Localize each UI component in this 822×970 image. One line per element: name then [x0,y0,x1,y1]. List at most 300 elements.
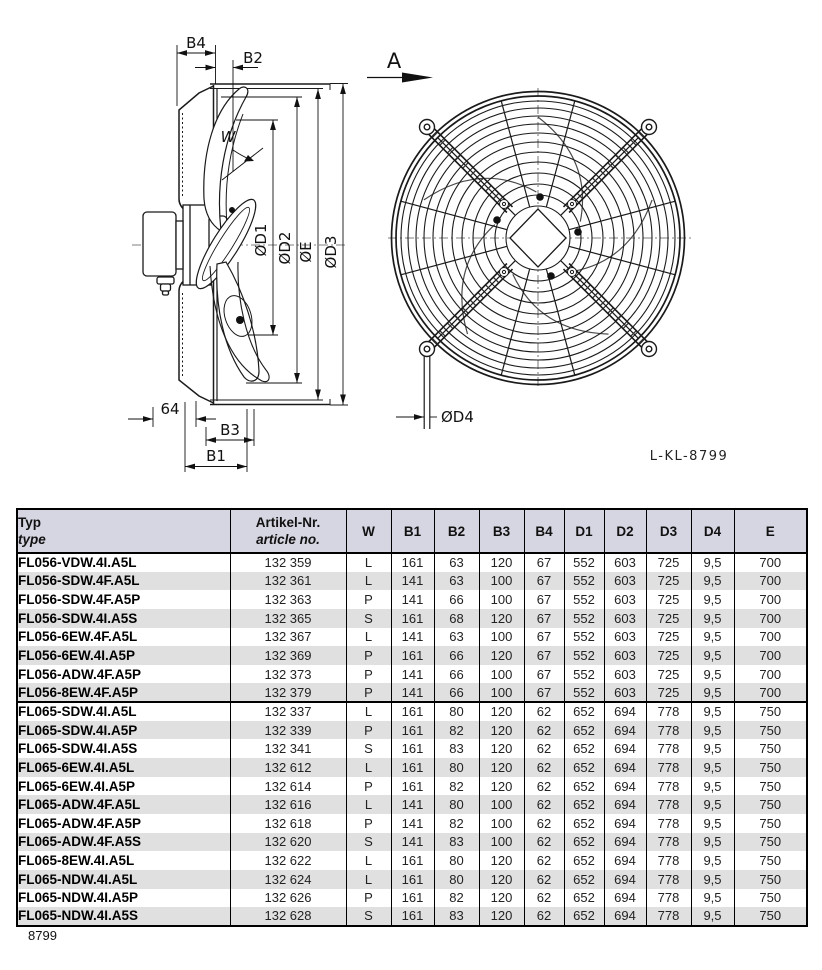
cell-w: S [346,739,391,758]
side-view [132,84,348,406]
cell-d4: 9,5 [691,553,734,572]
cell-article-no: 132 339 [230,721,346,740]
cell-e: 700 [734,572,807,591]
view-arrow-label: A [386,49,402,73]
cell-b2: 82 [434,814,479,833]
cell-b2: 68 [434,609,479,628]
cell-article-no: 132 359 [230,553,346,572]
specifications-table [16,508,808,927]
cell-d2: 603 [604,590,646,609]
cell-w: S [346,907,391,926]
cell-b4: 62 [524,851,564,870]
cell-b2: 80 [434,795,479,814]
cell-w: L [346,628,391,647]
cell-b4: 62 [524,907,564,926]
cell-type: FL056-8EW.4F.A5P [17,683,230,702]
cell-w: P [346,889,391,908]
column-header-b3: B3 [479,509,524,553]
cell-article-no: 132 624 [230,870,346,889]
cell-b1: 161 [391,721,434,740]
cell-d3: 778 [646,721,691,740]
cell-e: 750 [734,851,807,870]
table-row [17,572,807,591]
cell-b4: 67 [524,609,564,628]
cell-d1: 552 [564,609,604,628]
cell-w: P [346,814,391,833]
cell-e: 750 [734,795,807,814]
column-header-d2: D2 [604,509,646,553]
table-row [17,665,807,684]
cell-d1: 552 [564,646,604,665]
cell-article-no: 132 361 [230,572,346,591]
cell-b1: 161 [391,702,434,721]
cell-type: FL065-ADW.4F.A5L [17,795,230,814]
cell-d2: 694 [604,889,646,908]
cell-e: 750 [734,777,807,796]
cell-e: 700 [734,665,807,684]
cell-b2: 80 [434,758,479,777]
cell-d4: 9,5 [691,795,734,814]
cell-w: L [346,870,391,889]
cell-b3: 120 [479,758,524,777]
cell-type: FL056-6EW.4F.A5L [17,628,230,647]
cell-type: FL056-SDW.4F.A5L [17,572,230,591]
cell-d4: 9,5 [691,665,734,684]
cell-e: 750 [734,739,807,758]
cell-b3: 120 [479,609,524,628]
cell-b4: 67 [524,572,564,591]
cell-d3: 778 [646,889,691,908]
cell-article-no: 132 373 [230,665,346,684]
cell-d2: 603 [604,628,646,647]
cell-type: FL065-ADW.4F.A5S [17,833,230,852]
cell-d1: 652 [564,739,604,758]
cell-b3: 100 [479,795,524,814]
cell-b1: 141 [391,795,434,814]
cell-d2: 694 [604,739,646,758]
cell-d1: 652 [564,777,604,796]
cell-type: FL056-6EW.4I.A5P [17,646,230,665]
cell-b4: 62 [524,702,564,721]
cell-b3: 120 [479,777,524,796]
cell-b1: 161 [391,777,434,796]
cell-type: FL056-SDW.4F.A5P [17,590,230,609]
table-header [17,509,807,553]
cell-b1: 141 [391,665,434,684]
cell-w: L [346,702,391,721]
cell-b2: 66 [434,590,479,609]
cell-d1: 652 [564,851,604,870]
cell-e: 750 [734,814,807,833]
cell-b4: 67 [524,553,564,572]
cell-b1: 161 [391,646,434,665]
table-row [17,590,807,609]
column-header-type-en: type [18,532,46,547]
cell-type: FL065-6EW.4I.A5P [17,777,230,796]
cell-d2: 694 [604,851,646,870]
cell-b2: 63 [434,553,479,572]
cell-type: FL065-8EW.4I.A5L [17,851,230,870]
cell-article-no: 132 365 [230,609,346,628]
cell-e: 750 [734,758,807,777]
cell-article-no: 132 628 [230,907,346,926]
cell-d3: 725 [646,590,691,609]
cell-d3: 778 [646,777,691,796]
cell-article-no: 132 626 [230,889,346,908]
cell-d4: 9,5 [691,851,734,870]
cell-d3: 778 [646,851,691,870]
venturi-profile-bottom [179,275,214,403]
cell-article-no: 132 622 [230,851,346,870]
cell-d3: 778 [646,758,691,777]
cell-article-no: 132 367 [230,628,346,647]
cell-d4: 9,5 [691,739,734,758]
cell-d2: 694 [604,833,646,852]
cell-b4: 67 [524,628,564,647]
cell-e: 700 [734,683,807,702]
cell-b2: 80 [434,702,479,721]
cell-d1: 652 [564,721,604,740]
cell-e: 750 [734,833,807,852]
table-row [17,889,807,908]
column-header-d3: D3 [646,509,691,553]
cell-article-no: 132 616 [230,795,346,814]
dim-label-d2: ØD2 [276,231,294,265]
table-row [17,814,807,833]
cell-b2: 63 [434,572,479,591]
cell-b1: 141 [391,572,434,591]
cell-d4: 9,5 [691,870,734,889]
cell-b2: 80 [434,851,479,870]
cell-b2: 66 [434,646,479,665]
dim-e [297,89,318,400]
table-row [17,739,807,758]
dim-label-w: W [220,128,236,146]
cell-b3: 120 [479,553,524,572]
cell-d3: 725 [646,572,691,591]
table-row [17,609,807,628]
cell-d4: 9,5 [691,833,734,852]
cell-d3: 725 [646,646,691,665]
cell-type: FL056-SDW.4I.A5S [17,609,230,628]
cell-b4: 62 [524,833,564,852]
dim-label-64: 64 [160,400,180,418]
cell-type: FL065-NDW.4I.A5L [17,870,230,889]
cell-d3: 778 [646,702,691,721]
cell-d4: 9,5 [691,889,734,908]
cell-b1: 161 [391,907,434,926]
dim-label-b4: B4 [186,34,206,52]
cell-d1: 652 [564,795,604,814]
cell-d1: 552 [564,590,604,609]
cell-article-no: 132 620 [230,833,346,852]
cell-article-no: 132 341 [230,739,346,758]
cell-d4: 9,5 [691,702,734,721]
cell-b4: 62 [524,795,564,814]
cell-d1: 652 [564,889,604,908]
cell-b2: 66 [434,683,479,702]
cell-article-no: 132 612 [230,758,346,777]
column-header-article [230,509,346,553]
cell-e: 750 [734,721,807,740]
table-row [17,870,807,889]
cell-article-no: 132 363 [230,590,346,609]
cell-d2: 694 [604,795,646,814]
cell-b2: 80 [434,870,479,889]
cell-b4: 62 [524,889,564,908]
cell-b3: 100 [479,683,524,702]
cell-b1: 161 [391,553,434,572]
cell-article-no: 132 337 [230,702,346,721]
column-header-d4: D4 [691,509,734,553]
cell-b2: 83 [434,833,479,852]
column-header-type-de: Typ [18,515,41,530]
cell-d4: 9,5 [691,609,734,628]
cell-d4: 9,5 [691,907,734,926]
table-row [17,758,807,777]
cell-b3: 120 [479,870,524,889]
cell-b4: 67 [524,646,564,665]
cell-d3: 778 [646,870,691,889]
view-arrow-head [402,73,433,83]
cell-d2: 603 [604,665,646,684]
dim-label-d1: ØD1 [252,223,270,257]
cell-d2: 694 [604,870,646,889]
cell-d2: 694 [604,814,646,833]
cell-b3: 120 [479,889,524,908]
cell-b3: 100 [479,628,524,647]
cell-d3: 725 [646,683,691,702]
cell-d2: 603 [604,572,646,591]
cell-d1: 652 [564,814,604,833]
cell-type: FL065-SDW.4I.A5L [17,702,230,721]
cell-d1: 552 [564,665,604,684]
cell-d4: 9,5 [691,758,734,777]
cell-b3: 120 [479,646,524,665]
cell-type: FL065-ADW.4F.A5P [17,814,230,833]
table-row [17,702,807,721]
dim-label-b2: B2 [243,49,263,67]
cell-b4: 62 [524,758,564,777]
column-header-e: E [734,509,807,553]
cell-e: 700 [734,609,807,628]
cell-d1: 552 [564,683,604,702]
cell-b4: 62 [524,870,564,889]
column-header-w: W [346,509,391,553]
column-header-d1: D1 [564,509,604,553]
dim-d4 [396,408,474,426]
front-view [388,88,692,429]
cell-e: 750 [734,702,807,721]
cell-d4: 9,5 [691,721,734,740]
cell-d2: 603 [604,646,646,665]
cell-b1: 161 [391,758,434,777]
cell-w: P [346,683,391,702]
cell-e: 750 [734,889,807,908]
cell-b4: 62 [524,814,564,833]
cell-d3: 725 [646,665,691,684]
cell-d3: 725 [646,628,691,647]
page-footer-code: 8799 [28,928,57,943]
cell-type: FL065-NDW.4I.A5P [17,889,230,908]
cell-b1: 141 [391,833,434,852]
cell-e: 700 [734,553,807,572]
cell-b2: 63 [434,628,479,647]
cell-b4: 67 [524,683,564,702]
cell-d1: 552 [564,553,604,572]
cell-b1: 161 [391,739,434,758]
cell-d1: 652 [564,758,604,777]
cell-d4: 9,5 [691,683,734,702]
cell-b3: 120 [479,851,524,870]
cell-d3: 778 [646,833,691,852]
cell-w: P [346,777,391,796]
cell-b4: 67 [524,665,564,684]
cell-d3: 778 [646,795,691,814]
cell-type: FL056-VDW.4I.A5L [17,553,230,572]
cell-d2: 694 [604,758,646,777]
cell-b3: 100 [479,814,524,833]
table-header-row [17,509,807,553]
cell-d3: 778 [646,739,691,758]
cell-w: P [346,646,391,665]
table-row [17,646,807,665]
cell-b4: 62 [524,739,564,758]
cell-b1: 161 [391,870,434,889]
cell-d1: 552 [564,628,604,647]
cell-d2: 603 [604,683,646,702]
cell-d1: 652 [564,833,604,852]
column-header-b4: B4 [524,509,564,553]
table-row [17,553,807,572]
cell-b2: 82 [434,721,479,740]
cell-w: L [346,572,391,591]
dim-label-d4: ØD4 [441,408,474,426]
cell-b3: 120 [479,907,524,926]
cell-e: 700 [734,628,807,647]
terminal-box [143,212,176,276]
cell-d2: 694 [604,721,646,740]
cell-w: P [346,590,391,609]
view-direction-a [367,49,433,83]
cell-w: L [346,758,391,777]
cell-w: P [346,665,391,684]
cell-e: 700 [734,590,807,609]
cell-b1: 141 [391,814,434,833]
dim-w-angle [221,128,263,180]
cell-d3: 778 [646,814,691,833]
cell-d4: 9,5 [691,814,734,833]
cell-d4: 9,5 [691,590,734,609]
table-row [17,907,807,926]
cell-d3: 778 [646,907,691,926]
cell-b3: 100 [479,572,524,591]
dim-64 [128,400,216,427]
table-row [17,628,807,647]
cell-d3: 725 [646,609,691,628]
cell-d3: 725 [646,553,691,572]
cell-d2: 694 [604,777,646,796]
column-header-b2: B2 [434,509,479,553]
cell-b1: 141 [391,590,434,609]
cell-b2: 82 [434,777,479,796]
dim-label-b3: B3 [220,421,240,439]
cell-b2: 82 [434,889,479,908]
table-row [17,777,807,796]
cell-b3: 120 [479,739,524,758]
dim-d3 [322,84,343,405]
cell-w: P [346,721,391,740]
cell-d2: 603 [604,609,646,628]
cell-b3: 120 [479,721,524,740]
column-header-b1: B1 [391,509,434,553]
cell-d4: 9,5 [691,777,734,796]
cell-b3: 100 [479,833,524,852]
cell-article-no: 132 618 [230,814,346,833]
table-row [17,833,807,852]
cell-d4: 9,5 [691,628,734,647]
column-header-article-en: article no. [256,532,320,547]
table-row [17,851,807,870]
cell-w: S [346,609,391,628]
dim-label-b1: B1 [206,447,226,465]
table-body [17,553,807,926]
cell-w: L [346,795,391,814]
cell-e: 700 [734,646,807,665]
cell-article-no: 132 379 [230,683,346,702]
cell-b2: 83 [434,739,479,758]
cell-article-no: 132 614 [230,777,346,796]
cell-type: FL065-6EW.4I.A5L [17,758,230,777]
cell-d2: 694 [604,702,646,721]
cell-d1: 552 [564,572,604,591]
cell-type: FL065-NDW.4I.A5S [17,907,230,926]
cell-d4: 9,5 [691,646,734,665]
dim-label-d3: ØD3 [322,235,340,269]
cell-d2: 694 [604,907,646,926]
cell-d4: 9,5 [691,572,734,591]
hub-cover-plate [510,209,566,267]
cell-b2: 83 [434,907,479,926]
cell-type: FL056-ADW.4F.A5P [17,665,230,684]
cell-b3: 100 [479,665,524,684]
cell-b4: 62 [524,721,564,740]
table-row [17,795,807,814]
cell-d1: 652 [564,870,604,889]
cell-e: 750 [734,870,807,889]
cell-type: FL065-SDW.4I.A5P [17,721,230,740]
cell-b4: 62 [524,777,564,796]
cell-b1: 161 [391,851,434,870]
cell-article-no: 132 369 [230,646,346,665]
drawing-number: L-KL-8799 [649,449,729,464]
cell-type: FL065-SDW.4I.A5S [17,739,230,758]
cell-b1: 141 [391,683,434,702]
table-row [17,721,807,740]
cell-w: L [346,851,391,870]
cell-b1: 161 [391,889,434,908]
cell-w: L [346,553,391,572]
cell-b1: 161 [391,609,434,628]
cell-d1: 652 [564,907,604,926]
cell-b4: 67 [524,590,564,609]
table-row [17,683,807,702]
cell-b1: 141 [391,628,434,647]
cell-b2: 66 [434,665,479,684]
cable-gland [157,277,174,284]
cell-d1: 652 [564,702,604,721]
cell-b3: 100 [479,590,524,609]
